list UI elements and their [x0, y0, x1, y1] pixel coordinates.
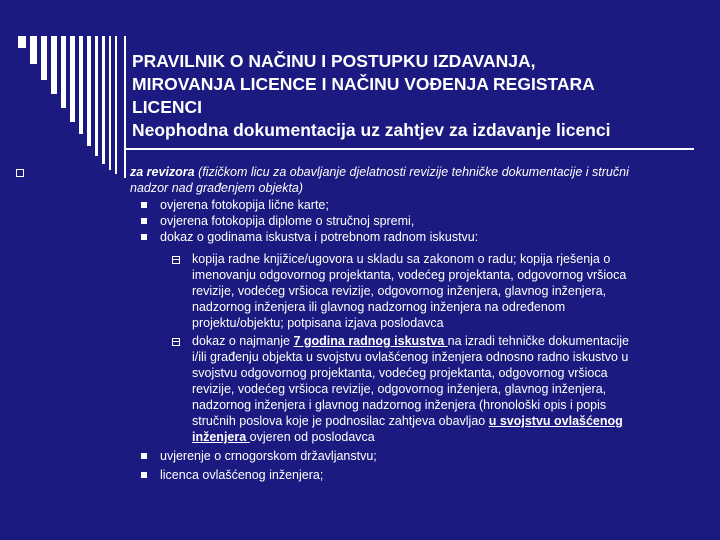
sub2-last-pre: stručnih poslova koje je podnosilac zahtjeva obavljao — [192, 414, 489, 428]
sub2-line-7 — [192, 429, 375, 445]
item-license: licenca ovlašćenog inženjera; — [160, 468, 324, 482]
main-paren-2: nadzor nad građenjem objekta) — [130, 181, 304, 195]
title-line-3: LICENCI — [132, 97, 202, 117]
sub1-line-3: revizije, vodećeg vršioca revizije, odgovornog inženjera, glavnog inženjera, — [192, 284, 607, 298]
sub1-line-2: imenovanju odgovornog projektanta, vodećeg projektanta, odgovornog vršioca — [192, 268, 627, 282]
sub2-line-2: i/ili građenju objekta u svojstvu ovlašćenog inženjera odnosno radno iskustvo u — [192, 350, 629, 364]
title-line-2: MIROVANJA LICENCE I NAČINU VOĐENJA REGISTARA — [132, 74, 595, 94]
main-label: za revizora — [130, 165, 195, 179]
item-bullet-icon — [141, 453, 147, 459]
item-id-card: ovjerena fotokopija lične karte; — [160, 198, 329, 212]
sub1-line-5: projektu/objektu; potpisana izjava poslodavca — [192, 316, 444, 330]
sub-bullet-icon — [172, 338, 180, 346]
slide-title — [132, 50, 702, 142]
sub2-last-underlined: u svojstvu ovlašćenog — [488, 414, 623, 428]
title-line-4: Neophodna dokumentacija uz zahtjev za izdavanje licenci — [132, 120, 611, 140]
item-bullet-icon — [141, 472, 147, 478]
sub2-end-post: ovjeren od poslodavca — [249, 430, 375, 444]
title-vertical-rule — [124, 36, 126, 178]
sub2-line-1 — [192, 333, 629, 349]
item-bullet-icon — [141, 234, 147, 240]
sub2-post: na izradi tehničke dokumentacije — [447, 334, 630, 348]
item-experience: dokaz o godinama iskustva i potrebnom radnom iskustvu: — [160, 230, 479, 244]
decorative-stripes — [18, 36, 128, 174]
sub2-underlined: 7 godina radnog iskustva — [293, 334, 448, 348]
item-bullet-icon — [141, 202, 147, 208]
sub1-line-4: nadzornog inženjera ili glavnog nadzornog inženjera na određenom — [192, 300, 566, 314]
sub-bullet-icon — [172, 256, 180, 264]
sub2-line-5: nadzornog inženjera i glavnog nadzornog inženjera (hronološki opis i popis — [192, 398, 607, 412]
sub2-end-underlined: inženjera — [192, 430, 250, 444]
main-bullet-line-1 — [130, 164, 629, 180]
title-line-1: PRAVILNIK O NAČINU I POSTUPKU IZDAVANJA, — [132, 51, 536, 71]
main-bullet-icon — [16, 169, 24, 177]
sub2-pre: dokaz o najmanje — [192, 334, 294, 348]
sub2-line-6 — [192, 413, 623, 429]
item-diploma: ovjerena fotokopija diplome o stručnoj spremi, — [160, 214, 415, 228]
item-citizenship: uvjerenje o crnogorskom državljanstvu; — [160, 449, 377, 463]
item-bullet-icon — [141, 218, 147, 224]
title-horizontal-rule — [124, 148, 694, 150]
sub2-line-4: revizije, vodećeg vršioca revizije, odgovornog inženjera, glavnog inženjera, — [192, 382, 607, 396]
main-paren-1: (fizičkom licu za obavljanje djelatnosti revizije tehničke dokumentacije i stručni — [194, 165, 629, 179]
sub1-line-1: kopija radne knjižice/ugovora u skladu sa zakonom o radu; kopija rješenja o — [192, 252, 611, 266]
sub2-line-3: svojstvu odgovornog projektanta, vodećeg projektanta, odgovornog vršioca — [192, 366, 608, 380]
